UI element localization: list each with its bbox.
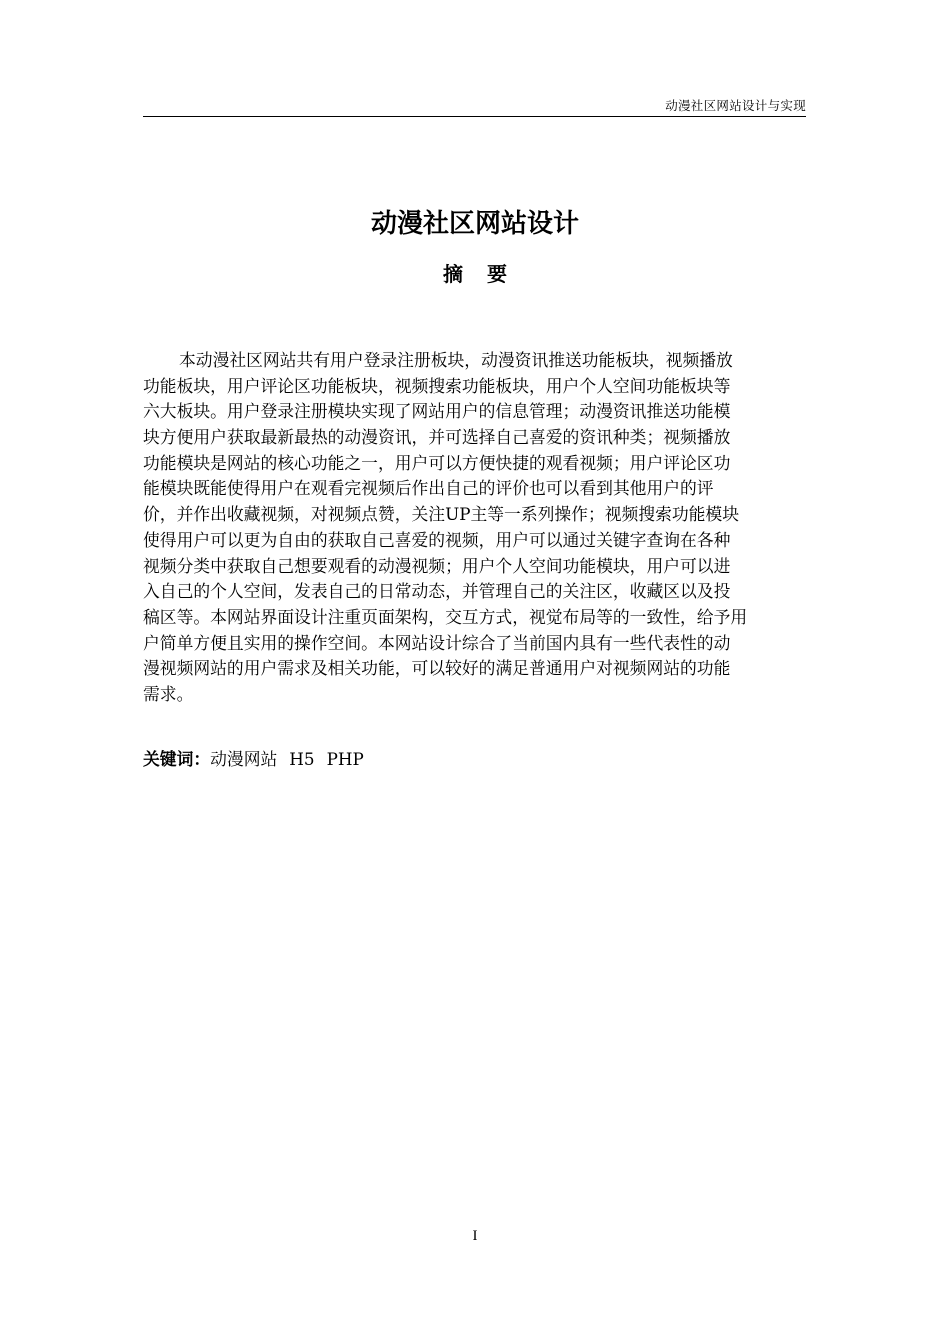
running-header [143,96,806,117]
abstract-line: 使得用户可以更为自由的获取自己喜爱的视频，用户可以通过关键字查询在各种 [143,529,731,550]
abstract-line: 六大板块。用户登录注册模块实现了网站用户的信息管理；动漫资讯推送功能模 [143,401,731,422]
document-title: 动漫社区网站设计 [370,209,579,239]
keyword-item: H5 [289,749,315,769]
abstract-line: 入自己的个人空间，发表自己的日常动态，并管理自己的关注区，收藏区以及投 [143,581,731,602]
keyword-item: 动漫网站 [210,749,278,769]
abstract-line: 户简单方便且实用的操作空间。本网站设计综合了当前国内具有一些代表性的动 [143,632,731,653]
page-number: I [472,1228,478,1244]
abstract-body [143,348,806,708]
abstract-line: 本动漫社区网站共有用户登录注册板块，动漫资讯推送功能板块，视频播放 [179,350,733,370]
abstract-line: 漫视频网站的用户需求及相关功能，可以较好的满足普通用户对视频网站的功能 [143,658,731,679]
abstract-line: 视频分类中获取自己想要观看的动漫视频；用户个人空间功能模块，用户可以进 [143,555,731,576]
keywords-line [143,746,364,772]
abstract-line: 块方便用户获取最新最热的动漫资讯，并可选择自己喜爱的资讯种类；视频播放 [143,427,731,448]
abstract-line: 稿区等。本网站界面设计注重页面架构，交互方式，视觉布局等的一致性，给予用 [143,606,748,627]
keywords-label: 关键词： [143,749,211,769]
abstract-line: 功能板块，用户评论区功能板块，视频搜索功能板块，用户个人空间功能板块等 [143,375,731,396]
abstract-line: 能模块既能使得用户在观看完视频后作出自己的评价也可以看到其他用户的评 [143,478,714,499]
abstract-line: 价，并作出收藏视频，对视频点赞，关注UP主等一系列操作；视频搜索功能模块 [143,504,739,525]
abstract-line: 功能模块是网站的核心功能之一，用户可以方便快捷的观看视频；用户评论区功 [143,452,731,473]
keyword-item: PHP [326,749,364,769]
running-header-title: 动漫社区网站设计与实现 [665,98,806,113]
abstract-heading: 摘要 [443,262,531,286]
abstract-line: 需求。 [143,683,194,704]
